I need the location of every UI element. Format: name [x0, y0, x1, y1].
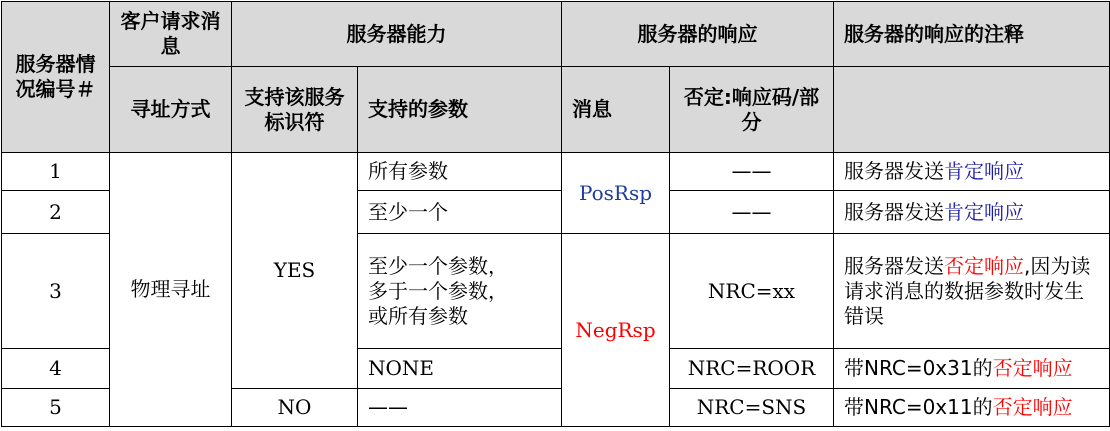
row-5-note-prefix: 带NRC=0x11的	[844, 395, 993, 419]
sid-supported-yes: YES	[232, 153, 358, 389]
header-response-notes: 服务器的响应的注释	[834, 2, 1110, 67]
row-2-number: 2	[2, 191, 110, 234]
header-negative-code: 否定:响应码/部分	[670, 67, 834, 153]
row-4-nrc: NRC=ROOR	[670, 349, 834, 389]
row-3-params-line-2: 多于一个参数，	[368, 278, 508, 303]
row-2-params: 至少一个	[358, 191, 562, 234]
row-1-params: 所有参数	[358, 153, 562, 191]
row-5-nrc: NRC=SNS	[670, 389, 834, 427]
header-server-response: 服务器的响应	[562, 2, 834, 67]
row-5-note	[834, 389, 1110, 427]
row-3-params-line-3: 或所有参数	[368, 303, 468, 328]
header-supports-sid: 支持该服务标识符	[232, 67, 358, 153]
row-2-nrc: ——	[670, 191, 834, 234]
negative-response-message: NegRsp	[562, 234, 670, 427]
row-5-note-highlight: 否定响应	[992, 395, 1073, 419]
header-supported-params: 支持的参数	[358, 67, 562, 153]
positive-response-message: PosRsp	[562, 153, 670, 234]
header-case-no: 服务器情况编号＃	[2, 2, 110, 153]
header-notes-blank	[834, 67, 1110, 153]
row-1-note-highlight: 肯定响应	[944, 159, 1024, 183]
row-3-nrc: NRC=xx	[670, 234, 834, 349]
row-4-params: NONE	[358, 349, 562, 389]
header-message: 消息	[562, 67, 670, 153]
row-4-note-highlight: 否定响应	[992, 356, 1073, 380]
row-5-params: ——	[358, 389, 562, 427]
sid-supported-no: NO	[232, 389, 358, 427]
header-server-capability: 服务器能力	[232, 2, 562, 67]
row-3-number: 3	[2, 234, 110, 349]
row-2-note-prefix: 服务器发送	[844, 199, 944, 224]
row-1-number: 1	[2, 153, 110, 191]
row-2-note-highlight: 肯定响应	[944, 199, 1024, 224]
row-3-note-suffix: ,因为读请求消息的数据参数时发生错误	[844, 253, 1091, 328]
row-1-nrc: ——	[670, 153, 834, 191]
row-1-note	[834, 153, 1110, 191]
response-table	[1, 1, 1110, 427]
row-4-number: 4	[2, 349, 110, 389]
row-5-number: 5	[2, 389, 110, 427]
row-3-note	[834, 234, 1110, 349]
row-3-params	[358, 234, 562, 349]
row-3-note-highlight: 否定响应	[944, 253, 1024, 278]
row-4-note	[834, 349, 1110, 389]
addressing-physical: 物理寻址	[110, 153, 232, 427]
header-addressing-mode: 寻址方式	[110, 67, 232, 153]
row-3-note-prefix: 服务器发送	[844, 253, 944, 278]
row-2-note	[834, 191, 1110, 234]
row-1-note-prefix: 服务器发送	[844, 159, 944, 183]
row-3-params-line-1: 至少一个参数，	[368, 253, 508, 278]
row-4-note-prefix: 带NRC=0x31的	[844, 356, 993, 380]
header-client-request: 客户请求消息	[110, 2, 232, 67]
